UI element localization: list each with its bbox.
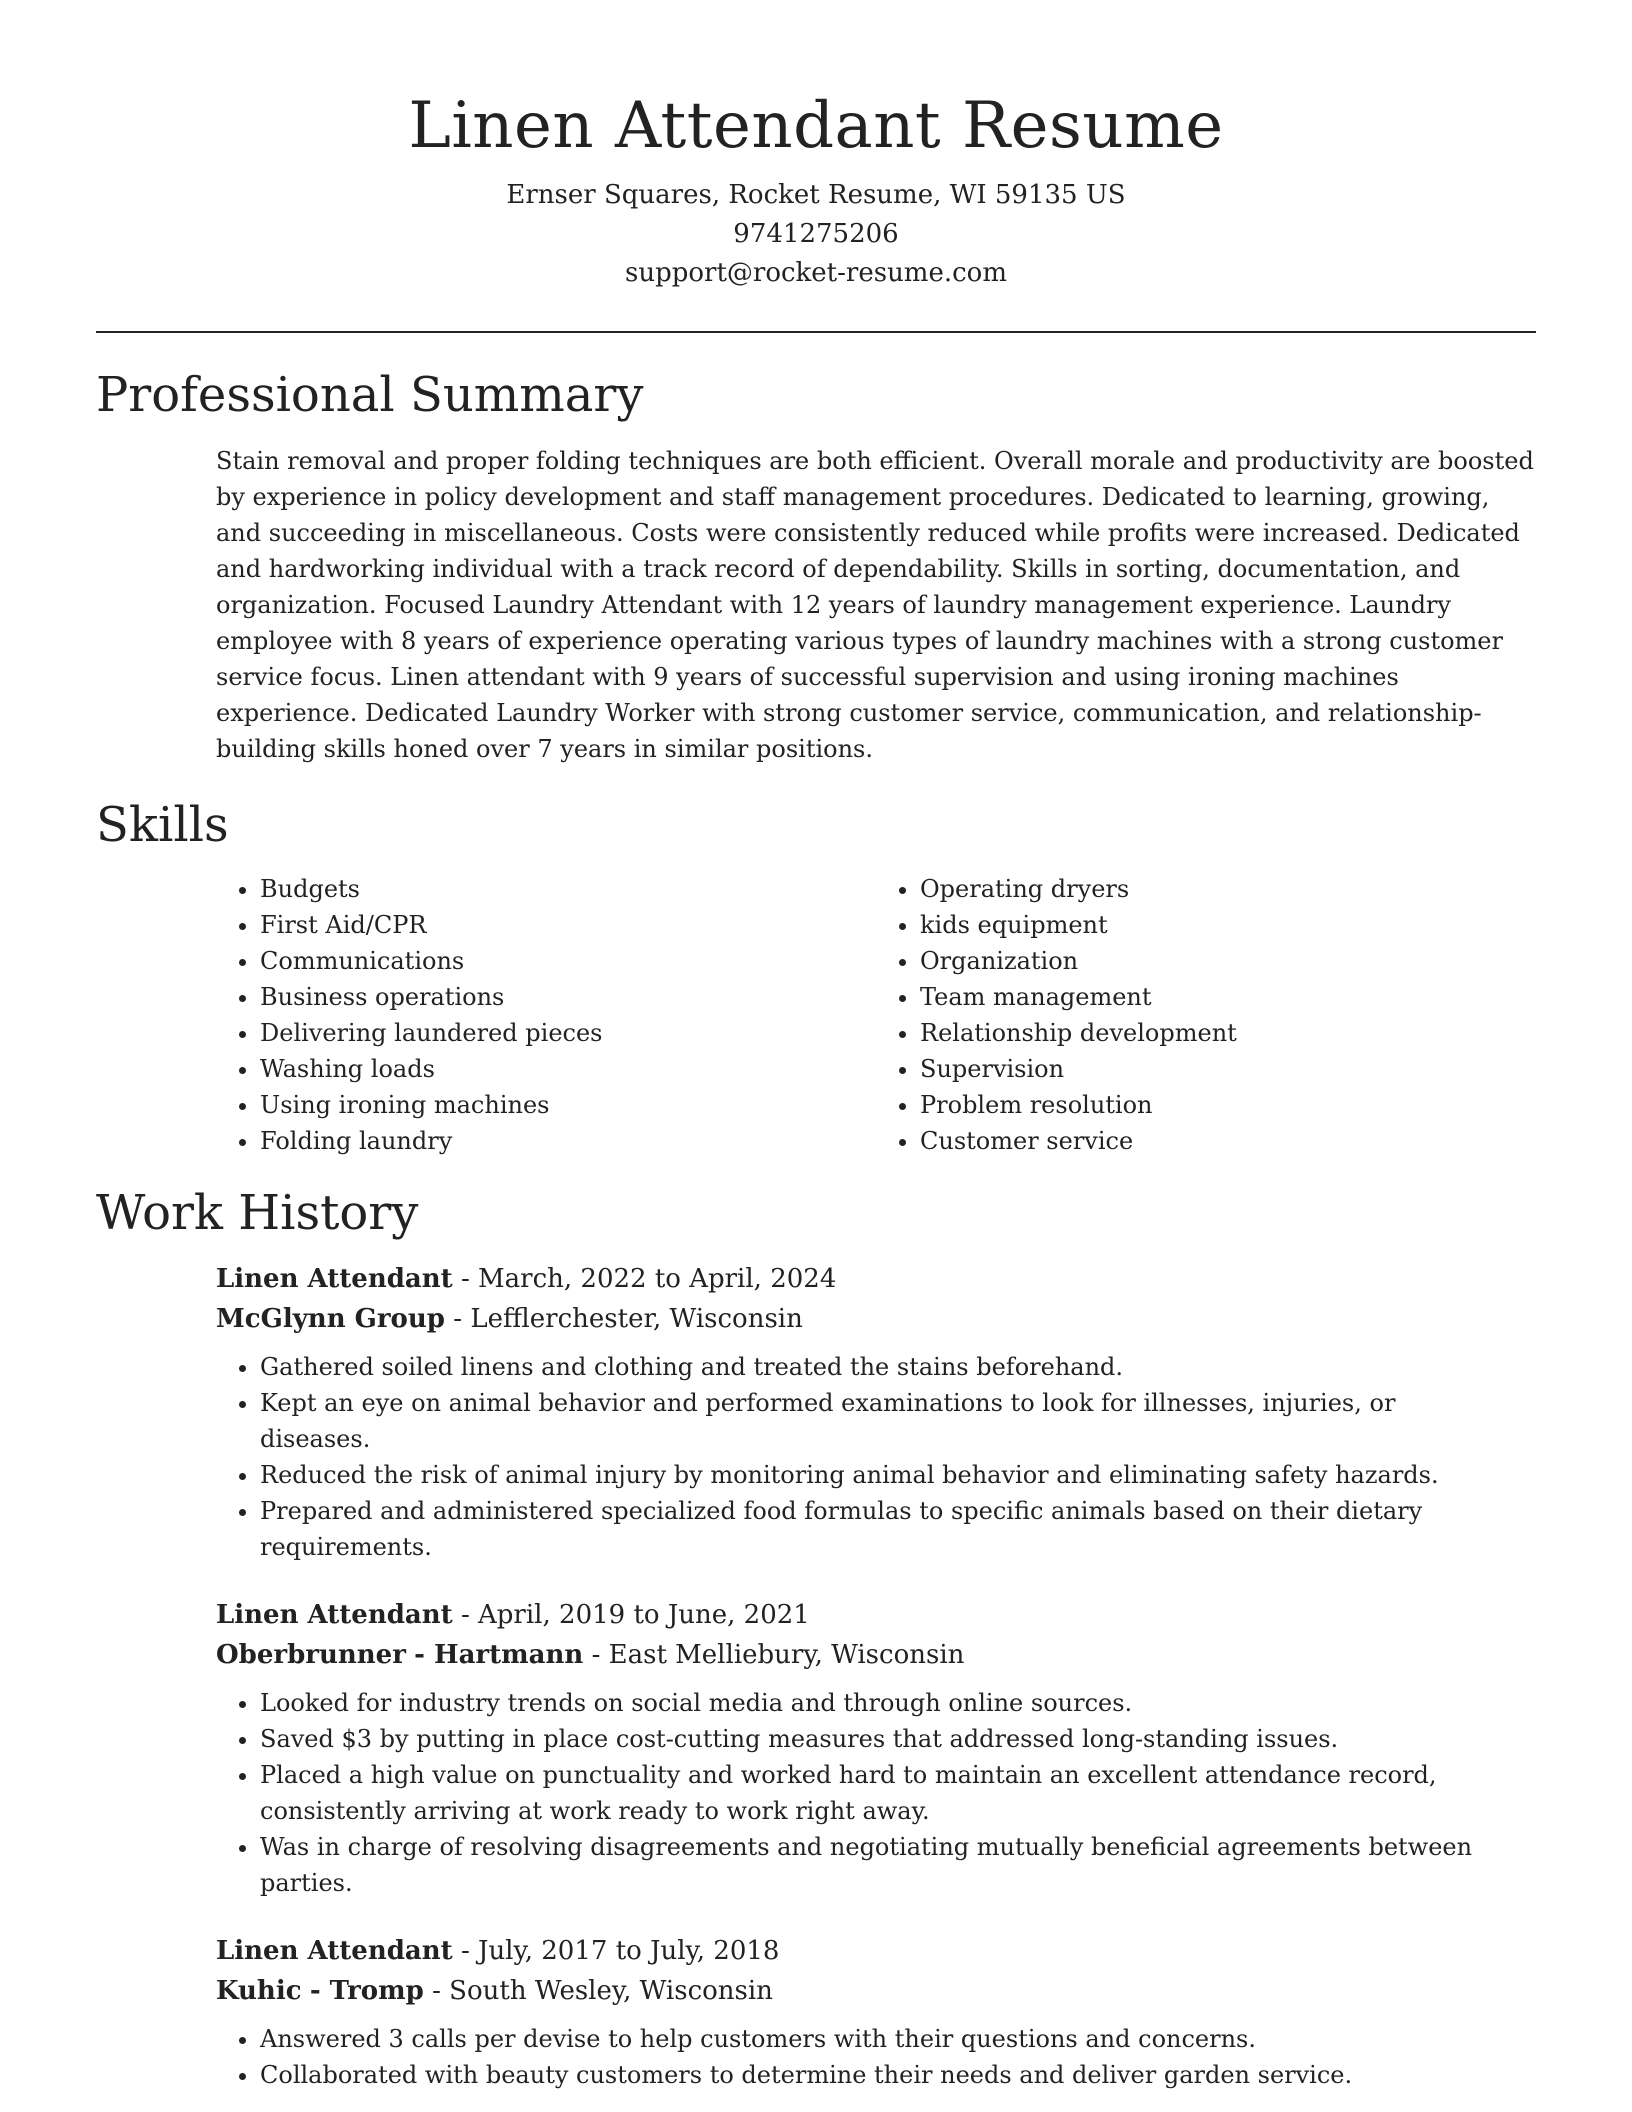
separator: - — [460, 1936, 479, 1966]
separator: - — [591, 1640, 609, 1670]
skill-item: • Problem resolution — [920, 1087, 1536, 1123]
skills-column-left — [216, 871, 876, 1159]
summary-heading: Professional Summary — [96, 367, 644, 423]
skill-item: • Using ironing machines — [260, 1087, 876, 1123]
work-history-heading: Work History — [96, 1185, 419, 1241]
resume-page — [96, 0, 1536, 2112]
separator: - — [460, 1600, 479, 1630]
job-location: South Wesley, Wisconsin — [449, 1976, 773, 2006]
contact-phone: 9741275206 — [733, 219, 899, 249]
job-dates: April, 2019 to June, 2021 — [478, 1600, 810, 1630]
job-location: Lefflerchester, Wisconsin — [470, 1304, 803, 1334]
job-company-line — [216, 1635, 1536, 1675]
job-entry — [216, 1595, 1536, 1901]
skill-item: • Folding laundry — [260, 1123, 876, 1159]
separator: - — [309, 1976, 330, 2006]
job-entry — [216, 1259, 1536, 1565]
contact-block — [96, 176, 1536, 293]
duty-item: • Gathered soiled linens and clothing and treated the stains beforehand. — [260, 1349, 1500, 1385]
duty-item: • Saved $3 by putting in place cost-cutting measures that addressed long-standing issues. — [260, 1721, 1500, 1757]
duty-item: • Answered 3 calls per devise to help customers with their questions and concerns. — [260, 2021, 1500, 2057]
job-entry — [216, 1931, 1536, 2093]
skill-item: • Communications — [260, 943, 876, 979]
job-title-line — [216, 1259, 1536, 1299]
header-divider — [96, 331, 1536, 333]
company-name: McGlynn Group — [216, 1304, 445, 1334]
skill-item: • Delivering laundered pieces — [260, 1015, 876, 1051]
skill-item: • kids equipment — [920, 907, 1536, 943]
duty-item: • Reduced the risk of animal injury by monitoring animal behavior and eliminating safety hazards. — [260, 1457, 1500, 1493]
job-title-line — [216, 1931, 1536, 1971]
company-name: Hartmann — [434, 1640, 584, 1670]
skill-item: • First Aid/CPR — [260, 907, 876, 943]
skills-list — [216, 871, 1536, 1159]
contact-address: Ernser Squares, Rocket Resume, WI 59135 US — [506, 180, 1126, 210]
job-company-line — [216, 1971, 1536, 2011]
resume-header — [96, 0, 1536, 293]
job-location: East Melliebury, Wisconsin — [608, 1640, 965, 1670]
job-dates: March, 2022 to April, 2024 — [478, 1264, 837, 1294]
company-name: Tromp — [329, 1976, 424, 2006]
skill-item: • Customer service — [920, 1123, 1536, 1159]
job-duties — [216, 1349, 1500, 1565]
job-title: Linen Attendant — [216, 1600, 453, 1630]
skill-item: • Supervision — [920, 1051, 1536, 1087]
skill-item: • Business operations — [260, 979, 876, 1015]
document-title: Linen Attendant Resume — [408, 89, 1224, 163]
skill-item: • Organization — [920, 943, 1536, 979]
skill-item: • Relationship development — [920, 1015, 1536, 1051]
separator: - — [460, 1264, 479, 1294]
job-company-line — [216, 1299, 1536, 1339]
summary-text: Stain removal and proper folding techniques are both efficient. Overall morale and productivity are boosted by experience in policy development and staff management procedures. Dedicated to learning, growing, and succeeding in miscellaneous. Costs were consistently reduced while profits were increased. Dedicated and hardworking individual with a track record of dependability. Skills in sorting, documentation, and organization. Focused Laundry Attendant with 12 years of laundry management experience. Laundry employee with 8 years of experience operating various types of laundry machines with a strong customer service focus. Linen attendant with 9 years of successful supervision and using ironing machines experience. Dedicated Laundry Worker with strong customer service, communication, and relationship-building skills honed over 7 years in similar positions. — [216, 447, 1534, 763]
contact-email: support@rocket-resume.com — [624, 258, 1007, 288]
duty-item: • Was in charge of resolving disagreements and negotiating mutually beneficial agreements between parties. — [260, 1829, 1500, 1901]
skill-item: • Budgets — [260, 871, 876, 907]
skill-item: • Washing loads — [260, 1051, 876, 1087]
separator: - — [414, 1640, 435, 1670]
job-title-line — [216, 1595, 1536, 1635]
duty-item: • Prepared and administered specialized food formulas to specific animals based on their dietary requirements. — [260, 1493, 1500, 1565]
skill-item: • Team management — [920, 979, 1536, 1015]
job-title: Linen Attendant — [216, 1264, 453, 1294]
company-name: Oberbrunner — [216, 1640, 406, 1670]
skills-column-right — [876, 871, 1536, 1159]
skill-item: • Operating dryers — [920, 871, 1536, 907]
company-name: Kuhic — [216, 1976, 302, 2006]
separator: - — [432, 1976, 450, 2006]
duty-item: • Collaborated with beauty customers to determine their needs and deliver garden service. — [260, 2057, 1500, 2093]
skills-heading: Skills — [96, 797, 229, 853]
duty-item: • Kept an eye on animal behavior and performed examinations to look for illnesses, injuries, or diseases. — [260, 1385, 1500, 1457]
duty-item: • Looked for industry trends on social media and through online sources. — [260, 1685, 1500, 1721]
separator: - — [453, 1304, 471, 1334]
job-duties — [216, 2021, 1500, 2093]
job-duties — [216, 1685, 1500, 1901]
job-dates: July, 2017 to July, 2018 — [478, 1936, 780, 1966]
duty-item: • Placed a high value on punctuality and worked hard to maintain an excellent attendance record, consistently arriving at work ready to work right away. — [260, 1757, 1500, 1829]
job-title: Linen Attendant — [216, 1936, 453, 1966]
